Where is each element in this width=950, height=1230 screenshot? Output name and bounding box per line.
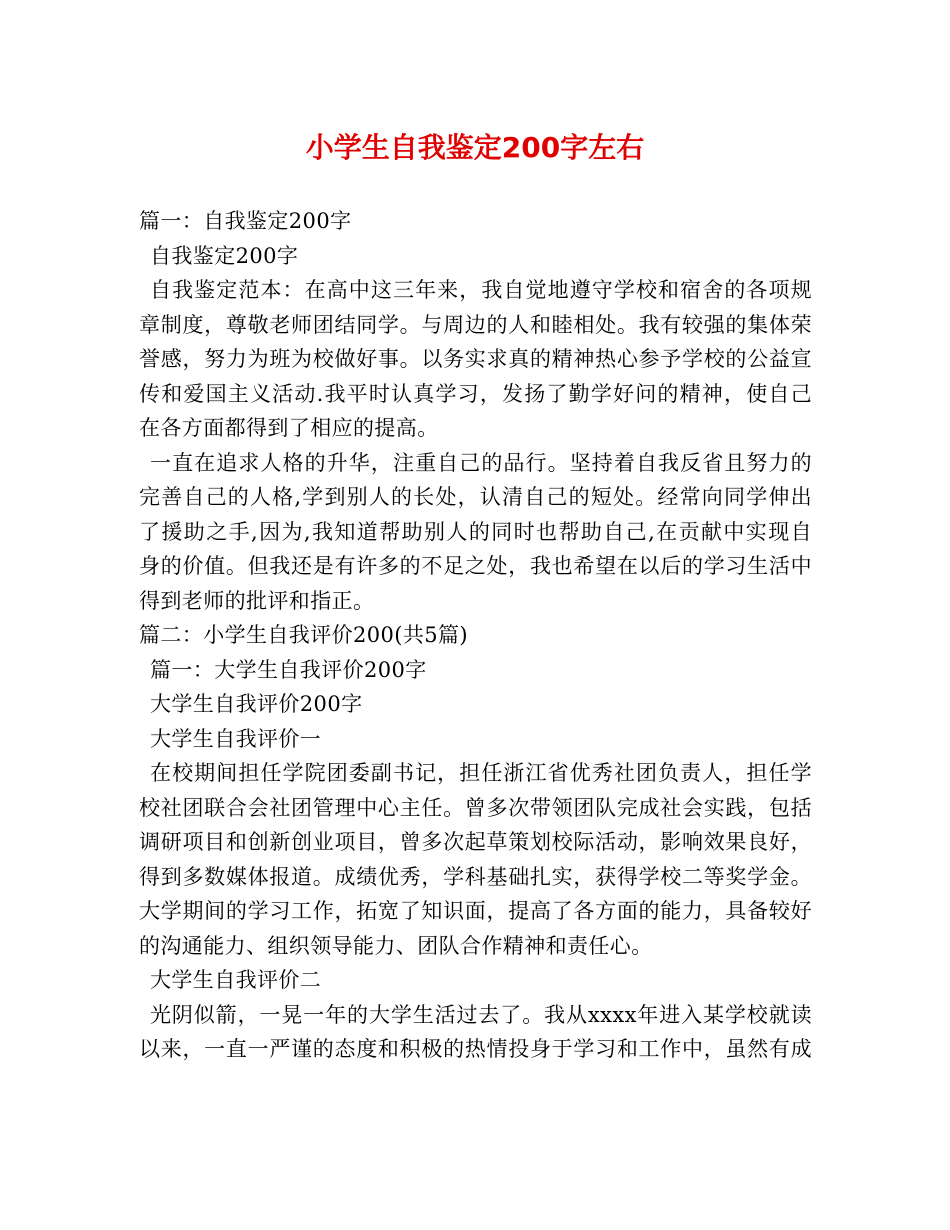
paragraph-line: 章制度，尊敬老师团结同学。与周边的人和睦相处。我有较强的集体荣 xyxy=(139,312,812,337)
subheading: 大学生自我评价一 xyxy=(150,726,322,751)
paragraph-line: 了援助之手,因为,我知道帮助别人的同时也帮助自己,在贡献中实现自 xyxy=(139,519,812,544)
subheading: 大学生自我评价200字 xyxy=(150,692,363,716)
subheading: 篇一：大学生自我评价200字 xyxy=(150,657,427,682)
subheading: 大学生自我评价二 xyxy=(150,968,322,992)
section-heading: 篇二：小学生自我评价200(共5篇) xyxy=(139,623,469,647)
paragraph-line: 誉感，努力为班为校做好事。以务实求真的精神热心参予学校的公益宣 xyxy=(139,347,812,371)
paragraph-line: 完善自己的人格,学到别人的长处，认清自己的短处。经常向同学伸出 xyxy=(139,485,812,509)
paragraph-line: 得到多数媒体报道。成绩优秀，学科基础扎实，获得学校二等奖学金。 xyxy=(139,864,812,889)
document-body xyxy=(139,204,812,1067)
paragraph-line: 大学期间的学习工作，拓宽了知识面，提高了各方面的能力，具备较好 xyxy=(139,899,812,923)
paragraph-line: 在各方面都得到了相应的提高。 xyxy=(139,416,439,440)
subheading: 自我鉴定200字 xyxy=(150,243,299,268)
paragraph-line: 的沟通能力、组织领导能力、团队合作精神和责任心。 xyxy=(139,933,653,958)
section-heading: 篇一：自我鉴定200字 xyxy=(139,209,352,233)
paragraph-line: 以来，一直一严谨的态度和积极的热情投身于学习和工作中，虽然有成 xyxy=(139,1037,812,1061)
paragraph-line: 传和爱国主义活动.我平时认真学习，发扬了勤学好问的精神，使自己 xyxy=(139,381,812,406)
paragraph-line: 自我鉴定范本：在高中这三年来，我自觉地遵守学校和宿舍的各项规 xyxy=(150,278,812,302)
paragraph-line: 在校期间担任学院团委副书记，担任浙江省优秀社团负责人，担任学 xyxy=(150,761,812,785)
document-title: 小学生自我鉴定200字左右 xyxy=(305,131,645,164)
paragraph-line: 光阴似箭，一晃一年的大学生活过去了。我从xxxx年进入某学校就读 xyxy=(150,1002,812,1027)
paragraph-line: 一直在追求人格的升华，注重自己的品行。坚持着自我反省且努力的 xyxy=(150,450,812,475)
paragraph-line: 校社团联合会社团管理中心主任。曾多次带领团队完成社会实践，包括 xyxy=(139,795,812,820)
paragraph-line: 调研项目和创新创业项目，曾多次起草策划校际活动，影响效果良好， xyxy=(139,830,812,854)
paragraph-line: 得到老师的批评和指正。 xyxy=(139,588,375,613)
paragraph-line: 身的价值。但我还是有许多的不足之处，我也希望在以后的学习生活中 xyxy=(139,554,812,578)
